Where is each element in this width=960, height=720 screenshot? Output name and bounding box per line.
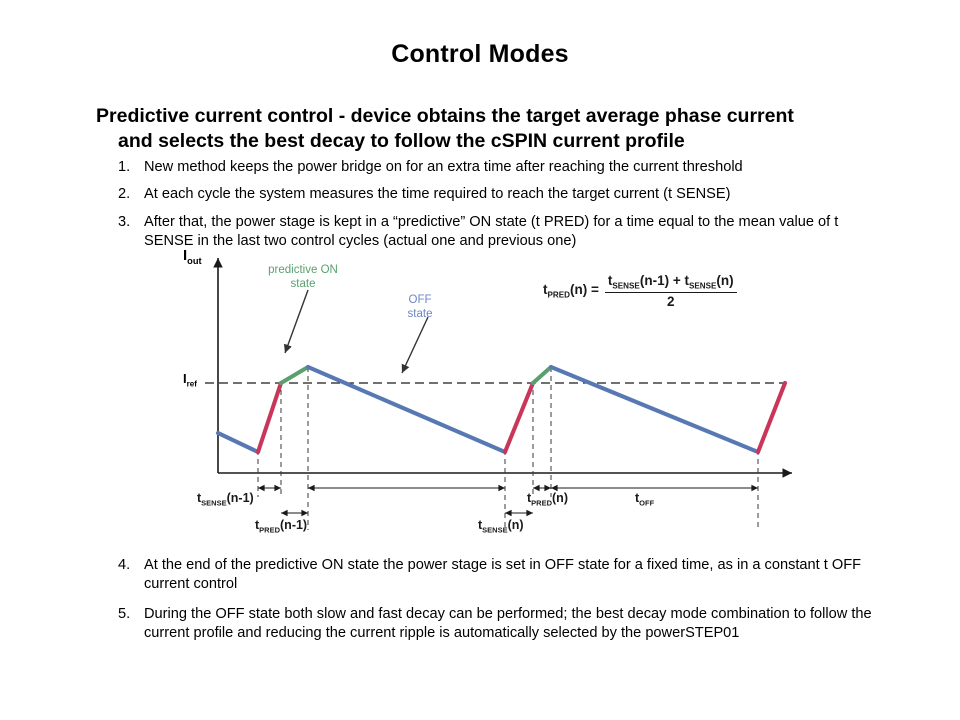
formula-lhs-arg: (n) = — [570, 282, 599, 298]
formula-numer-b-base: t — [684, 273, 689, 288]
dimension-label-tpred-n-1 — [255, 518, 307, 535]
annotation-predictive-line-2: state — [290, 278, 316, 291]
annotation-off-line-1: OFF — [408, 294, 432, 306]
iref-label — [183, 371, 197, 389]
iref-label-sub: ref — [186, 379, 197, 389]
annotation-predictive-line-1: predictive ON — [268, 264, 338, 276]
y-axis-label-sub: out — [187, 256, 202, 266]
formula-numer-a-base: t — [607, 273, 613, 288]
dim-sub: SENSE — [482, 525, 508, 535]
dim-sub: SENSE — [201, 498, 227, 508]
list-item-number: 1. — [118, 159, 131, 175]
dimension-label-tpred-n — [527, 491, 568, 508]
numbered-list-top — [118, 158, 880, 259]
y-axis-label-base: I — [183, 247, 188, 264]
list-item — [118, 185, 880, 204]
y-axis-label — [183, 247, 202, 266]
dim-arg: (n) — [507, 518, 524, 532]
dim-arg: (n) — [552, 491, 568, 505]
formula-lhs-sub: PRED — [547, 290, 570, 300]
dim-arg: (n-1) — [280, 518, 308, 532]
segment-sense-ramp — [758, 383, 785, 452]
dimension-label-toff — [635, 491, 654, 508]
segment-off-decay — [218, 433, 258, 452]
list-item-number: 5. — [118, 605, 131, 622]
current-waveform — [218, 367, 785, 452]
formula-fraction — [605, 273, 737, 309]
list-item-text: After that, the power stage is kept in a “predictive” ON state (t PRED) for a time equal to the mean value of t SENSE in the last two control cycles (actual one and previous one) — [144, 213, 839, 249]
list-item-text: During the OFF state both slow and fast decay can be performed; the best decay mode combination to follow the current profile and reducing the current ripple is automatically selected by the powerSTEP01 — [144, 605, 872, 641]
list-item-text: At the end of the predictive ON state the power stage is set in OFF state for a fixed time, as in a constant t OFF current control — [144, 557, 862, 593]
dimension-label-tsense-n — [478, 518, 524, 535]
page-title: Control Modes — [391, 40, 569, 68]
dim-base: t — [197, 491, 202, 505]
dim-base: t — [635, 491, 640, 505]
dim-sub: PRED — [259, 525, 281, 535]
dim-base: t — [527, 491, 532, 505]
dimension-label-tsense-n-1 — [197, 491, 254, 508]
segment-off-decay — [551, 367, 758, 452]
off-callout-leader — [402, 317, 428, 373]
list-item — [118, 556, 880, 595]
list-item-number: 2. — [118, 186, 131, 203]
predictive-callout-leader — [285, 290, 308, 353]
list-item-text: New method keeps the power bridge on for an extra time after reaching the current threshold — [144, 159, 743, 175]
formula-lhs — [543, 282, 599, 300]
iref-label-base: I — [183, 371, 187, 386]
dim-sub: PRED — [531, 498, 553, 508]
lead-line-2: and selects the best decay to follow the cSPIN current profile — [118, 129, 685, 152]
formula-numer-a-arg: (n-1) + — [639, 273, 685, 288]
formula-numer-a-sub: SENSE — [612, 281, 640, 291]
formula-numerator — [605, 273, 737, 293]
segment-predictive-on — [533, 367, 551, 383]
dim-base: t — [478, 518, 483, 532]
formula-numer-b-arg: (n) — [716, 273, 734, 288]
list-item-number: 3. — [118, 213, 131, 230]
annotation-off-state — [390, 293, 450, 322]
segment-predictive-on — [281, 367, 308, 383]
numbered-list-bottom — [118, 556, 880, 653]
segment-sense-ramp — [258, 383, 281, 452]
formula-numer-b-sub: SENSE — [688, 281, 717, 291]
waveform-figure — [175, 245, 815, 545]
list-item-text: At each cycle the system measures the time required to reach the target current (t SENSE) — [144, 186, 731, 203]
annotation-off-line-2: state — [407, 308, 433, 321]
list-item-number: 4. — [118, 557, 131, 573]
lead-line-1: Predictive current control - device obtains the target average phase current — [96, 105, 794, 127]
segment-off-decay — [308, 367, 505, 452]
list-item — [118, 158, 880, 177]
list-item — [118, 605, 880, 644]
formula-denominator: 2 — [667, 293, 675, 309]
tpred-formula — [543, 273, 737, 309]
segment-sense-ramp — [505, 383, 533, 452]
dim-base: t — [255, 518, 260, 532]
annotation-predictive-on — [255, 263, 351, 292]
dimension-lines — [258, 488, 758, 513]
lead-paragraph — [96, 104, 886, 154]
dim-arg: (n-1) — [226, 491, 254, 505]
dim-sub: OFF — [639, 498, 655, 508]
formula-lhs-base: t — [543, 282, 548, 298]
